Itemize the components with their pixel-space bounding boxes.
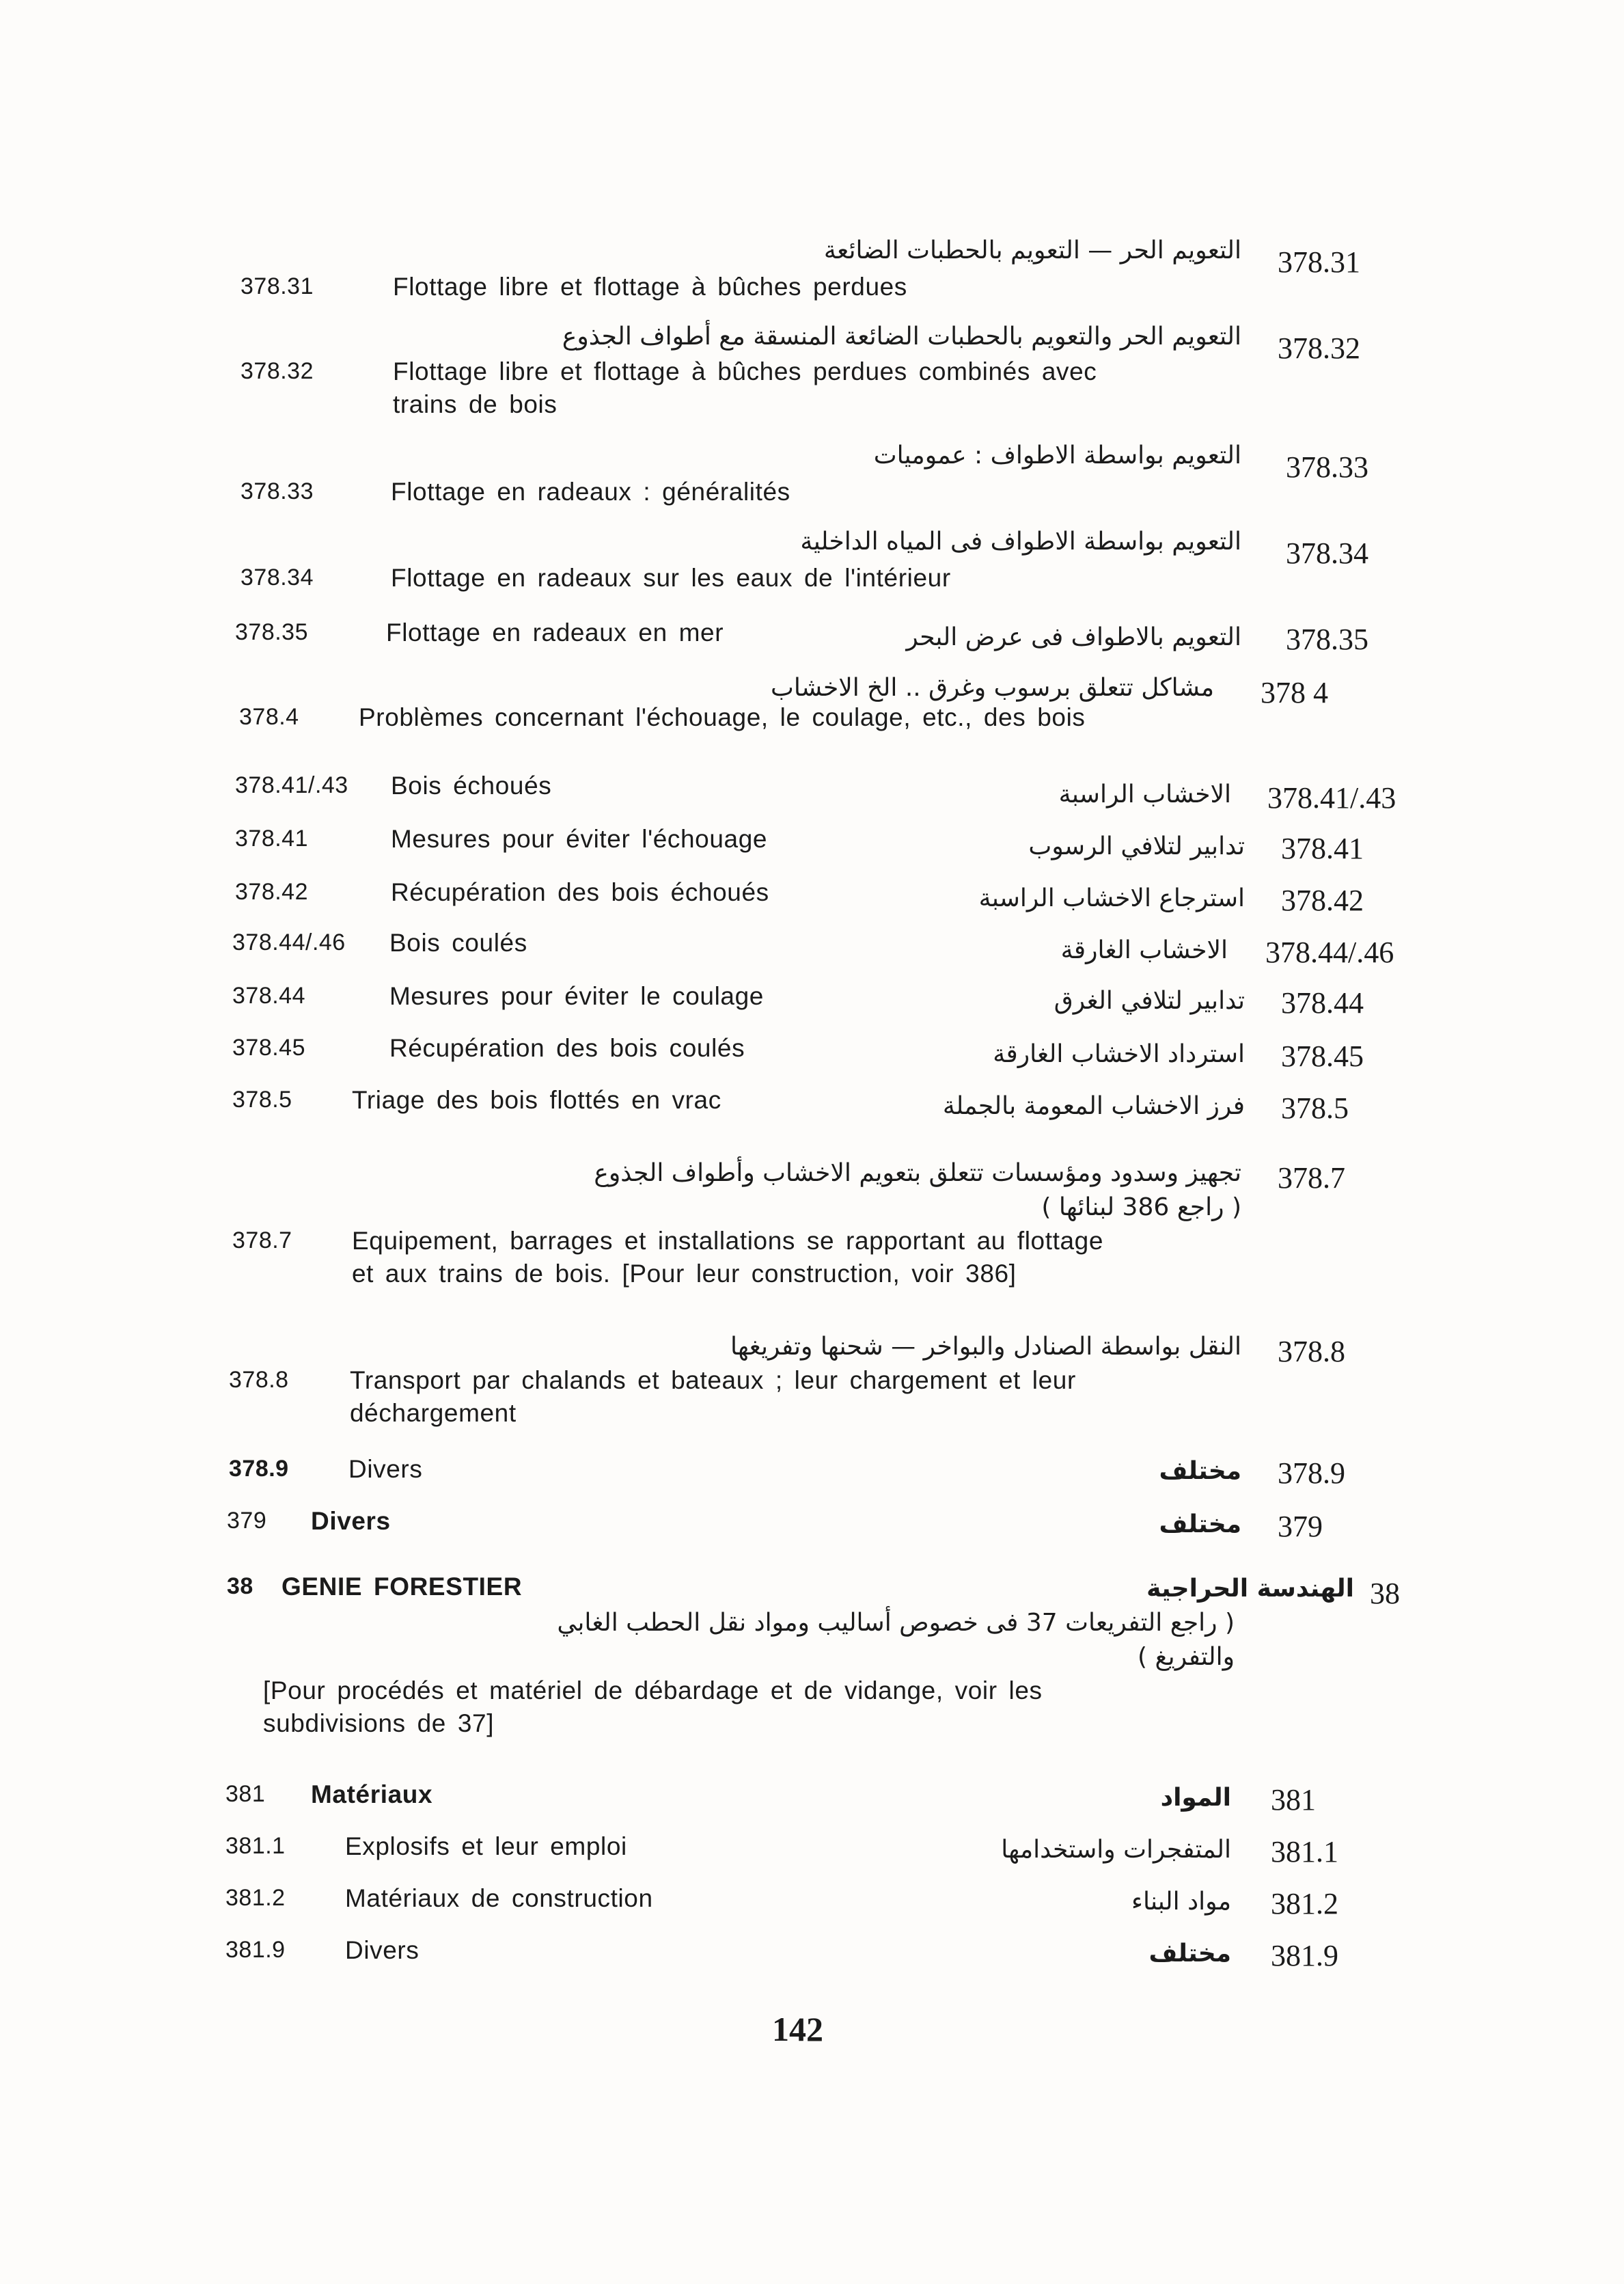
french-heading: Récupération des bois coulés (389, 1034, 745, 1062)
french-code: 378.5 (232, 1087, 292, 1113)
french-code: 378.34 (240, 565, 314, 590)
arabic-code: 378.7 (1278, 1161, 1345, 1195)
arabic-heading: التعويم بالاطواف فى عرض البحر (906, 623, 1241, 651)
french-heading: Flottage en radeaux sur les eaux de l'intérieur (391, 564, 951, 592)
arabic-heading: استرداد الاخشاب الغارقة (993, 1040, 1245, 1068)
arabic-code: 379 (1278, 1510, 1323, 1543)
arabic-heading: التعويم بواسطة الاطواف فى المياه الداخلية (800, 528, 1241, 556)
arabic-code: 378.33 (1286, 450, 1368, 484)
french-code: 378.4 (239, 704, 299, 730)
french-heading: Flottage libre et flottage à bûches perdues combinés avec trains de bois (393, 357, 1097, 418)
french-code: 378.44 (232, 983, 305, 1009)
french-heading: Flottage en radeaux en mer (386, 618, 724, 647)
arabic-code: 381.2 (1271, 1887, 1338, 1920)
french-note: [Pour procédés et matériel de débardage et de vidange, voir les subdivisions de 37] (263, 1676, 1043, 1737)
french-code: 378.8 (229, 1367, 289, 1393)
french-heading: Mesures pour éviter l'échouage (391, 825, 768, 853)
french-code: 378.7 (232, 1227, 292, 1253)
french-heading: GENIE FORESTIER (281, 1573, 523, 1601)
french-heading: Flottage en radeaux : généralités (391, 478, 790, 506)
french-code: 381.9 (225, 1937, 286, 1963)
arabic-heading: المواد (1160, 1784, 1231, 1812)
arabic-heading: استرجاع الاخشاب الراسبة (978, 884, 1245, 912)
arabic-code: 38 (1370, 1577, 1400, 1610)
french-code: 378.33 (240, 478, 314, 504)
french-heading: Matériaux de construction (345, 1884, 653, 1912)
french-code: 381.1 (225, 1833, 286, 1859)
arabic-code: 378.31 (1278, 245, 1360, 279)
french-heading: Divers (345, 1936, 419, 1964)
french-heading: Bois coulés (389, 929, 527, 957)
arabic-heading: فرز الاخشاب المعومة بالجملة (942, 1092, 1245, 1120)
arabic-heading: التعويم الحر — التعويم بالحطبات الضائعة (823, 236, 1241, 264)
arabic-code: 378.41/.43 (1267, 781, 1396, 815)
arabic-code: 381.1 (1271, 1835, 1338, 1868)
french-code: 38 (227, 1573, 253, 1599)
arabic-code: 378.35 (1286, 623, 1368, 656)
arabic-code: 378.42 (1281, 884, 1364, 917)
french-heading: Flottage libre et flottage à bûches perdues (393, 273, 907, 301)
french-code: 378.32 (240, 358, 314, 384)
french-heading: Divers (311, 1507, 391, 1535)
french-code: 379 (227, 1508, 267, 1534)
arabic-code: 378.9 (1278, 1456, 1345, 1490)
french-heading: Mesures pour éviter le coulage (389, 982, 764, 1010)
arabic-heading: الاخشاب الغارقة (1060, 936, 1228, 964)
arabic-heading: التعويم بواسطة الاطواف : عموميات (873, 441, 1241, 470)
arabic-heading: الهندسة الحراجية (1146, 1575, 1354, 1603)
french-code: 378.9 (229, 1456, 289, 1482)
french-code: 378.41 (235, 826, 308, 852)
arabic-heading: تدابير لتلافي الرسوب (1028, 832, 1245, 860)
arabic-code: 378 4 (1261, 676, 1328, 709)
french-heading: Récupération des bois échoués (391, 878, 769, 906)
french-heading: Equipement, barrages et installations se rapportant au flottage et aux trains de bois. [Pour leur construction, voir 386] (352, 1227, 1103, 1288)
french-heading: Matériaux (311, 1780, 433, 1808)
arabic-heading: مختلف (1148, 1940, 1231, 1968)
arabic-heading: مختلف (1159, 1510, 1241, 1538)
arabic-heading: مواد البناء (1131, 1888, 1231, 1916)
arabic-note: ( راجع التفريعات 37 فى خصوص أساليب ومواد نقل الحطب الغابي والتفريغ ) (557, 1609, 1235, 1671)
arabic-code: 378.44 (1281, 986, 1364, 1020)
french-code: 378.44/.46 (232, 929, 346, 955)
french-code: 378.42 (235, 879, 308, 905)
french-code: 378.31 (240, 273, 314, 299)
french-code: 378.41/.43 (235, 772, 348, 798)
arabic-heading: مختلف (1159, 1457, 1241, 1485)
arabic-heading: النقل بواسطة الصنادل والبواخر — شحنها وتفريغها (730, 1333, 1241, 1361)
arabic-code: 378.34 (1286, 536, 1368, 570)
arabic-code: 381.9 (1271, 1939, 1338, 1972)
french-code: 381 (225, 1781, 266, 1807)
arabic-code: 378.5 (1281, 1091, 1349, 1125)
arabic-heading: تجهيز وسدود ومؤسسات تتعلق بتعويم الاخشاب وأطواف الجذوع ( راجع 386 لبنائها ) (594, 1159, 1241, 1221)
french-heading: Transport par chalands et bateaux ; leur chargement et leur déchargement (350, 1366, 1076, 1427)
french-code: 378.45 (232, 1035, 305, 1061)
arabic-code: 378.8 (1278, 1335, 1345, 1368)
french-heading: Divers (348, 1455, 423, 1483)
arabic-heading: المتفجرات واستخدامها (1001, 1836, 1231, 1864)
arabic-heading: الاخشاب الراسبة (1058, 780, 1231, 808)
arabic-heading: مشاكل تتعلق برسوب وغرق .. الخ الاخشاب (770, 674, 1214, 702)
arabic-code: 378.44/.46 (1265, 936, 1394, 969)
arabic-code: 378.41 (1281, 832, 1364, 865)
french-code: 378.35 (235, 619, 308, 645)
arabic-heading: تدابير لتلافي الغرق (1054, 987, 1245, 1015)
french-code: 381.2 (225, 1885, 286, 1911)
french-heading: Bois échoués (391, 772, 552, 800)
french-heading: Problèmes concernant l'échouage, le coulage, etc., des bois (359, 703, 1086, 731)
arabic-code: 378.45 (1281, 1039, 1364, 1073)
arabic-heading: التعويم الحر والتعويم بالحطبات الضائعة المنسقة مع أطواف الجذوع (562, 323, 1241, 351)
page-number: 142 (772, 2010, 823, 2048)
arabic-code: 381 (1271, 1783, 1316, 1817)
arabic-code: 378.32 (1278, 331, 1360, 365)
french-heading: Triage des bois flottés en vrac (352, 1086, 721, 1114)
french-heading: Explosifs et leur emploi (345, 1832, 627, 1860)
